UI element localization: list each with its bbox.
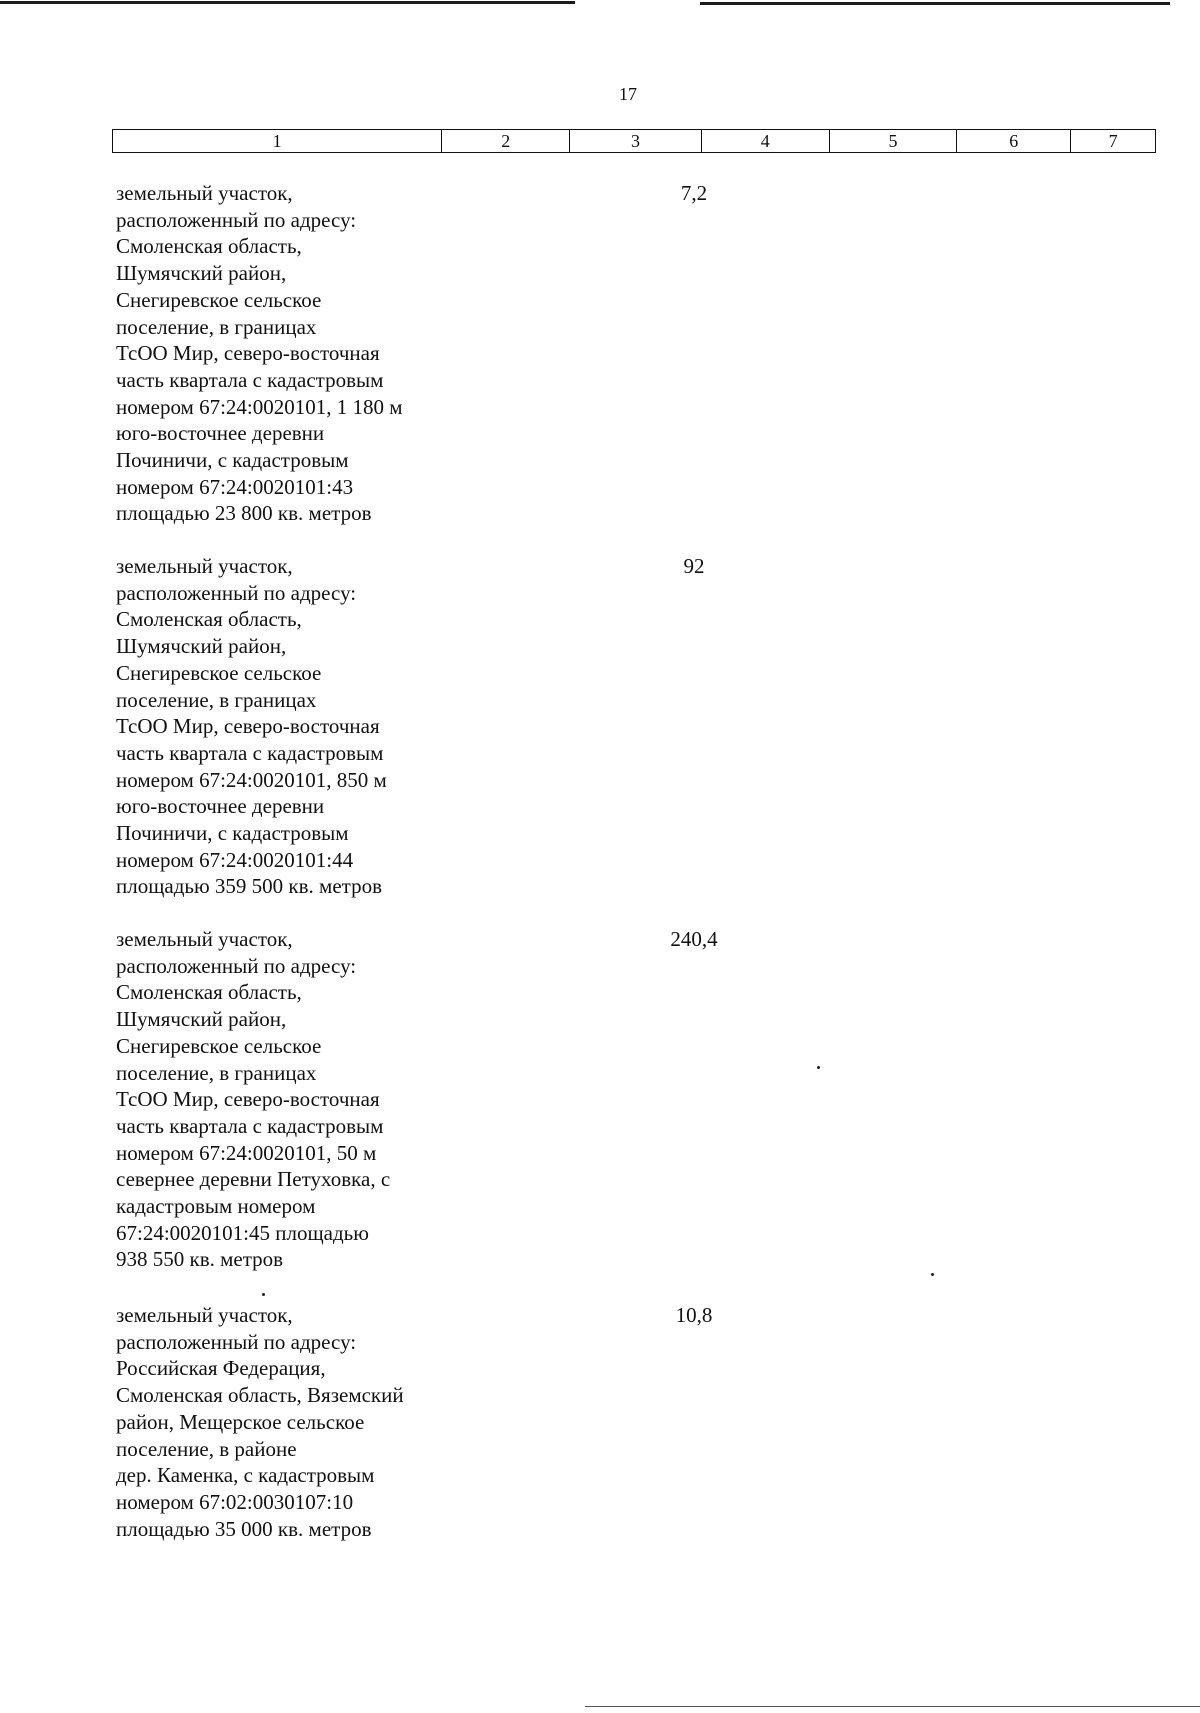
column-header-5: 5 bbox=[830, 130, 958, 152]
entry-text-line: кадастровым номером bbox=[116, 1194, 316, 1219]
entry-text-line: номером 67:24:0020101, 850 м bbox=[116, 767, 387, 792]
land-plot-entry-4 bbox=[116, 1302, 456, 1542]
column-header-4: 4 bbox=[702, 130, 830, 152]
entry-text-line: номером 67:24:0020101:43 bbox=[116, 474, 354, 499]
entry-text-line: часть квартала с кадастровым bbox=[116, 367, 384, 392]
entry-text-line: номером 67:24:0020101, 50 м bbox=[116, 1140, 377, 1165]
entry-value-4: 10,8 bbox=[675, 1303, 713, 1327]
entry-text-line: поселение, в границах bbox=[116, 314, 317, 339]
entry-text-line: поселение, в районе bbox=[116, 1436, 297, 1461]
entry-text-line: Снегиревское сельское bbox=[116, 287, 322, 312]
entry-text-line: поселение, в границах bbox=[116, 1060, 317, 1085]
entry-text-line: ТсОО Мир, северо-восточная bbox=[116, 341, 380, 366]
entry-text-line: юго-восточнее деревни bbox=[116, 421, 325, 446]
column-header-1: 1 bbox=[113, 130, 442, 152]
entry-text-line: часть квартала с кадастровым bbox=[116, 1113, 384, 1138]
entry-text-line: севернее деревни Петуховка, с bbox=[116, 1167, 391, 1192]
scan-line-top-left bbox=[0, 1, 575, 4]
scan-line-top-right bbox=[700, 2, 1170, 5]
entry-text-line: ТсОО Мир, северо-восточная bbox=[116, 714, 380, 739]
scan-line-bottom bbox=[585, 1706, 1200, 1707]
entry-text-line: ТсОО Мир, северо-восточная bbox=[116, 1087, 380, 1112]
land-plot-entry-2 bbox=[116, 553, 456, 900]
column-header-7: 7 bbox=[1108, 131, 1118, 151]
entry-text-line: расположенный по адресу: bbox=[116, 953, 357, 978]
entry-text-line: Шумячский район, bbox=[116, 1007, 287, 1032]
land-plot-entry-3 bbox=[116, 926, 456, 1273]
column-header-table bbox=[112, 129, 1156, 153]
column-header-2: 2 bbox=[442, 130, 570, 152]
entry-text-line: расположенный по адресу: bbox=[116, 1329, 357, 1354]
entry-text-line: Снегиревское сельское bbox=[116, 1033, 322, 1058]
entry-text-line: номером 67:24:0020101:44 bbox=[116, 847, 354, 872]
page-number: 17 bbox=[619, 84, 637, 104]
entry-value-2: 92 bbox=[683, 554, 705, 578]
scan-speck bbox=[817, 1066, 820, 1069]
entry-text-line: земельный участок, bbox=[116, 554, 293, 578]
entry-text-line: Смоленская область, bbox=[116, 980, 302, 1005]
entry-text-line: часть квартала с кадастровым bbox=[116, 740, 384, 765]
entry-text-line: земельный участок, bbox=[116, 927, 293, 951]
entry-text-line: дер. Каменка, с кадастровым bbox=[116, 1463, 375, 1488]
entry-value-3: 240,4 bbox=[670, 927, 718, 951]
entry-text-line: номером 67:02:0030107:10 bbox=[116, 1489, 354, 1514]
entry-text-line: Смоленская область, bbox=[116, 234, 302, 259]
entry-text-line: 938 550 кв. метров bbox=[116, 1247, 284, 1272]
entry-text-line: земельный участок, bbox=[116, 1303, 293, 1327]
land-plot-entry-1 bbox=[116, 180, 456, 527]
entry-text-line: Шумячский район, bbox=[116, 634, 287, 659]
entry-text-line: Шумячский район, bbox=[116, 261, 287, 286]
entry-text-line: Смоленская область, Вяземский bbox=[116, 1383, 404, 1408]
entry-value-1: 7,2 bbox=[680, 181, 708, 205]
entry-text-line: Смоленская область, bbox=[116, 607, 302, 632]
entry-text-line: площадью 359 500 кв. метров bbox=[116, 874, 382, 899]
entry-text-line: земельный участок, bbox=[116, 181, 293, 205]
column-header-3: 3 bbox=[570, 130, 702, 152]
scan-speck bbox=[931, 1273, 934, 1276]
entry-text-line: Починичи, с кадастровым bbox=[116, 448, 349, 473]
column-header-6: 6 bbox=[957, 130, 1071, 152]
entry-text-line: поселение, в границах bbox=[116, 687, 317, 712]
entry-text-line: площадью 35 000 кв. метров bbox=[116, 1516, 372, 1541]
entry-text-line: 67:24:0020101:45 площадью bbox=[116, 1220, 369, 1245]
entry-text-line: Починичи, с кадастровым bbox=[116, 821, 349, 846]
entry-text-line: номером 67:24:0020101, 1 180 м bbox=[116, 394, 403, 419]
entry-text-line: юго-восточнее деревни bbox=[116, 794, 325, 819]
entry-text-line: площадью 23 800 кв. метров bbox=[116, 501, 372, 526]
entry-text-line: Российская Федерация, bbox=[116, 1356, 326, 1381]
entry-text-line: Снегиревское сельское bbox=[116, 660, 322, 685]
entry-text-line: расположенный по адресу: bbox=[116, 580, 357, 605]
scan-speck bbox=[262, 1293, 265, 1296]
entry-text-line: расположенный по адресу: bbox=[116, 207, 357, 232]
entry-text-line: район, Мещерское сельское bbox=[116, 1409, 365, 1434]
